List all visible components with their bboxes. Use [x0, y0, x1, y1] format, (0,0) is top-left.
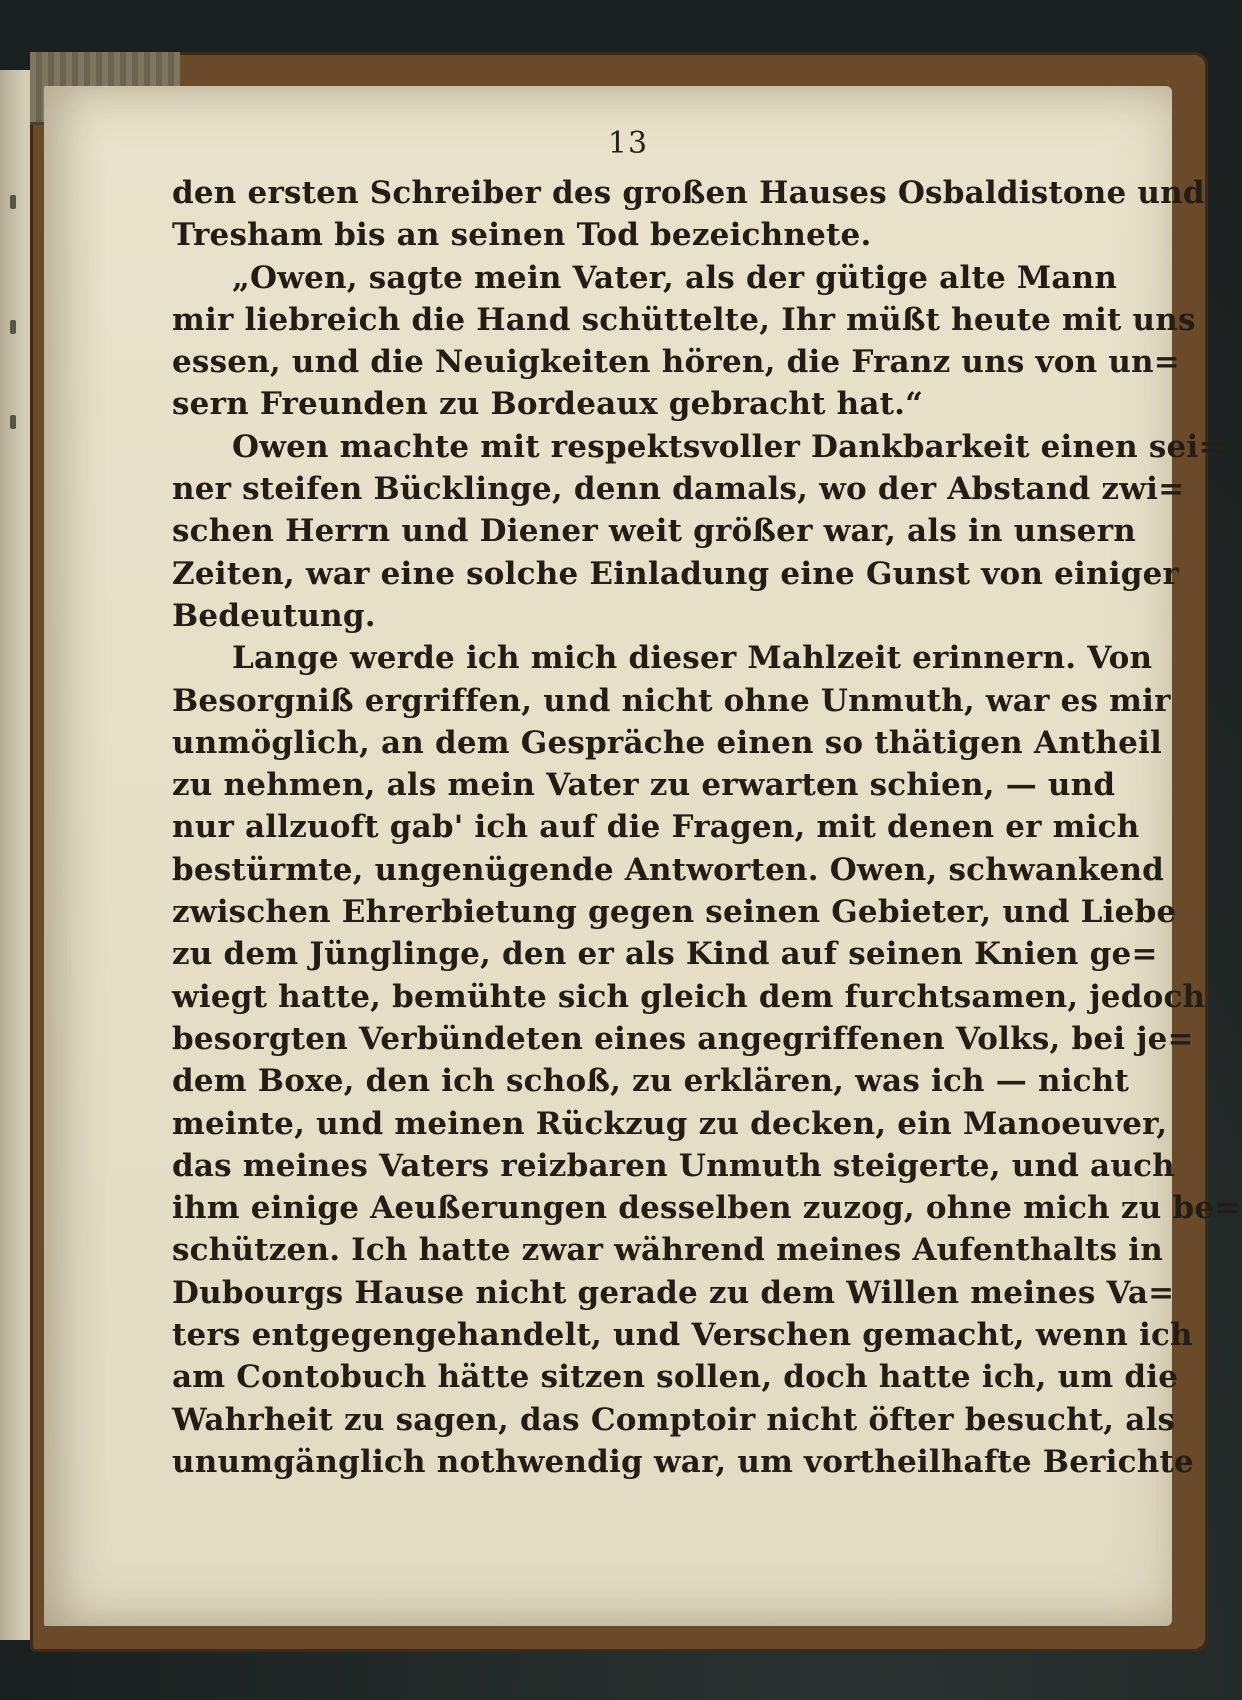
text-line: schen Herrn und Diener weit größer war, als in unsern — [172, 513, 1137, 550]
text-line: besorgten Verbündeten eines angegriffenen Volks, bei je= — [172, 1020, 1194, 1057]
margin-mark — [10, 195, 16, 209]
text-line: den ersten Schreiber des großen Hauses Osbaldistone und — [172, 175, 1205, 211]
text-line: ihm einige Aeußerungen desselben zuzog, ohne mich zu be= — [172, 1190, 1241, 1227]
text-line: zwischen Ehrerbietung gegen seinen Gebieter, und Liebe — [172, 894, 1177, 931]
text-line: ner steifen Bücklinge, denn damals, wo der Abstand zwi= — [172, 471, 1185, 508]
text-line: Besorgniß ergriffen, und nicht ohne Unmuth, war es mir — [172, 682, 1171, 719]
text-line: das meines Vaters reizbaren Unmuth steigerte, und auch — [172, 1147, 1175, 1184]
text-line: essen, und die Neuigkeiten hören, die Franz uns von un= — [172, 344, 1180, 381]
text-line: Zeiten, war eine solche Einladung eine Gunst von einiger — [172, 555, 1180, 592]
page-number: 13 — [607, 126, 649, 161]
text-line: Owen machte mit respektsvoller Dankbarkeit einen sei= — [232, 428, 1225, 465]
text-line: meinte, und meinen Rückzug zu decken, ein Manoeuver, — [172, 1105, 1168, 1142]
text-line: sern Freunden zu Bordeaux gebracht hat.“ — [172, 386, 924, 423]
margin-mark — [10, 320, 16, 334]
text-line: unumgänglich nothwendig war, um vortheilhafte Berichte — [172, 1443, 1194, 1480]
text-line: zu nehmen, als mein Vater zu erwarten schien, — und — [172, 767, 1116, 804]
text-line: nur allzuoft gab' ich auf die Fragen, mit denen er mich — [172, 809, 1140, 846]
text-line: Dubourgs Hause nicht gerade zu dem Willen meines Va= — [172, 1274, 1175, 1311]
text-line: am Contobuch hätte sitzen sollen, doch hatte ich, um die — [172, 1359, 1179, 1396]
text-line: „Owen, sagte mein Vater, als der gütige alte Mann — [232, 259, 1118, 296]
text-line: zu dem Jünglinge, den er als Kind auf seinen Knien ge= — [172, 936, 1158, 973]
text-line: mir liebreich die Hand schüttelte, Ihr müßt heute mit uns — [172, 301, 1196, 338]
text-line: Wahrheit zu sagen, das Comptoir nicht öfter besucht, als — [172, 1401, 1176, 1438]
text-line: unmöglich, an dem Gespräche einen so thätigen Antheil — [172, 724, 1162, 761]
text-line: Lange werde ich mich dieser Mahlzeit erinnern. Von — [232, 640, 1153, 677]
text-line: ters entgegengehandelt, und Verschen gemacht, wenn ich — [172, 1317, 1193, 1354]
text-line: bestürmte, ungenügende Antworten. Owen, schwankend — [172, 851, 1165, 888]
book-page — [44, 86, 1241, 1626]
text-line: schützen. Ich hatte zwar während meines Aufenthalts in — [172, 1232, 1163, 1269]
text-line: Tresham bis an seinen Tod bezeichnete. — [172, 217, 872, 254]
text-line: Bedeutung. — [172, 597, 376, 634]
text-line: wiegt hatte, bemühte sich gleich dem furchtsamen, jedoch — [172, 978, 1206, 1015]
body-text — [172, 172, 1241, 1483]
margin-mark — [10, 415, 16, 429]
text-line: dem Boxe, den ich schoß, zu erklären, was ich — nicht — [172, 1063, 1130, 1100]
